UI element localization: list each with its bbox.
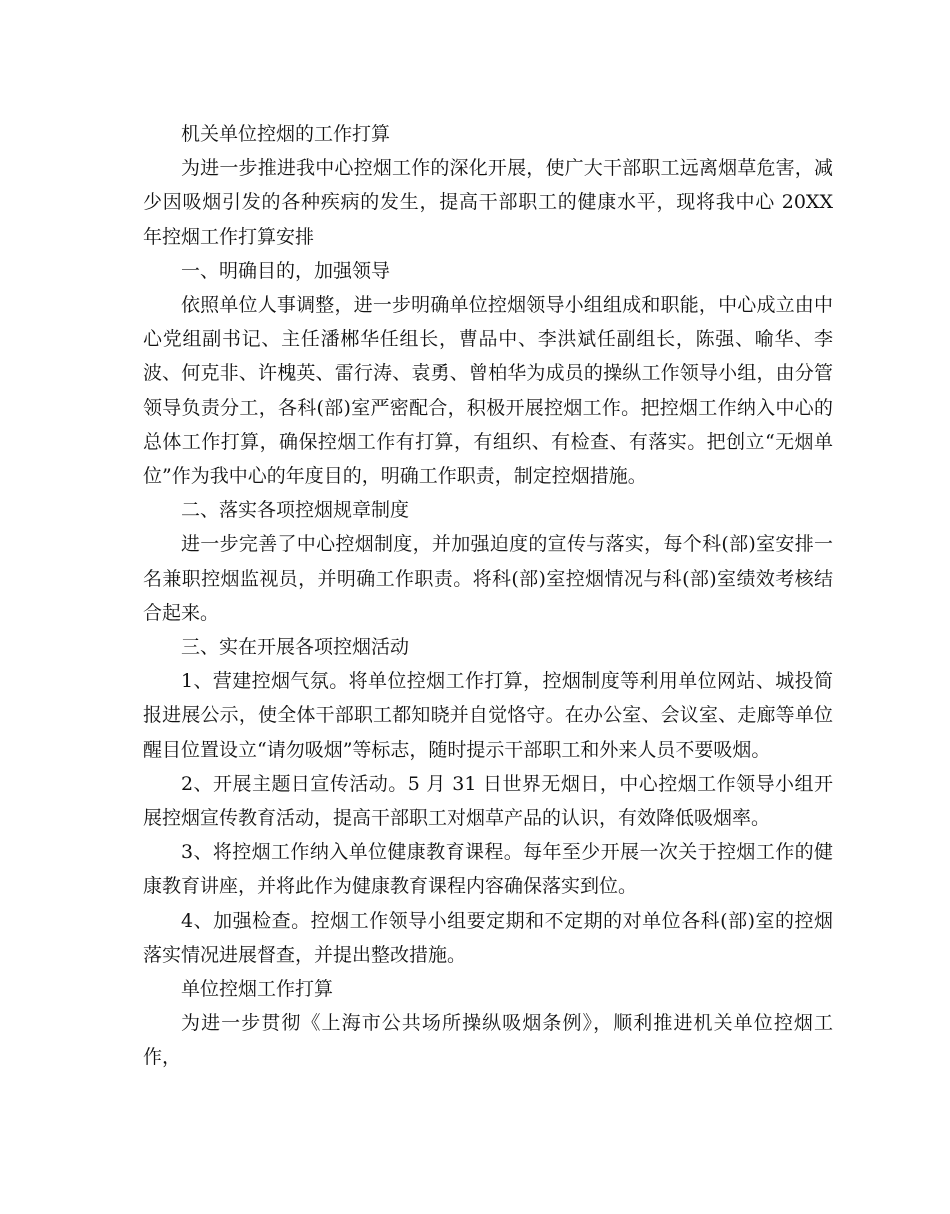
- section-2-paragraph: 进一步完善了中心控烟制度，并加强迫度的宣传与落实，每个科(部)室安排一名兼职控烟监视员，并明确工作职责。将科(部)室控烟情况与科(部)室绩效考核结合起来。: [143, 533, 833, 624]
- document-title: 机关单位控烟的工作打算: [181, 123, 391, 145]
- document-body: [143, 117, 833, 1075]
- section-1-paragraph: 依照单位人事调整，进一步明确单位控烟领导小组组成和职能，中心成立由中心党组副书记、主任潘郴华任组长，曹品中、李洪斌任副组长，陈强、喻华、李波、何克非、许槐英、雷行涛、袁勇、曾柏华为成员的操纵工作领导小组，由分管领导负责分工，各科(部)室严密配合，积极开展控烟工作。把控烟工作纳入中心的总体工作打算，确保控烟工作有打算，有组织、有检查、有落实。把创立“无烟单位”作为我中心的年度目的，明确工作职责，制定控烟措施。: [143, 294, 833, 488]
- section-heading-1: 一、明确目的，加强领导: [181, 259, 391, 282]
- second-document-title: 单位控烟工作打算: [181, 978, 334, 1001]
- section-heading-2: 二、落实各项控烟规章制度: [181, 499, 410, 522]
- second-intro-paragraph: 为进一步贯彻《上海市公共场所操纵吸烟条例》，顺利推进机关单位控烟工作，: [143, 1012, 833, 1069]
- section-heading-3: 三、实在开展各项控烟活动: [181, 636, 410, 659]
- list-item-1: 1、营建控烟气氛。将单位控烟工作打算，控烟制度等利用单位网站、城投简报进展公示，使全体干部职工都知晓并自觉恪守。在办公室、会议室、走廊等单位醒目位置设立“请勿吸烟”等标志，随时提示干部职工和外来人员不要吸烟。: [143, 670, 833, 761]
- intro-paragraph: 为进一步推进我中心控烟工作的深化开展，使广大干部职工远离烟草危害，减少因吸烟引发的各种疾病的发生，提高干部职工的健康水平，现将我中心 20XX 年控烟工作打算安排: [143, 157, 833, 248]
- list-item-4: 4、加强检查。控烟工作领导小组要定期和不定期的对单位各科(部)室的控烟落实情况进展督查，并提出整改措施。: [143, 909, 833, 966]
- list-item-2: 2、开展主题日宣传活动。5 月 31 日世界无烟日，中心控烟工作领导小组开展控烟宣传教育活动，提高干部职工对烟草产品的认识，有效降低吸烟率。: [143, 772, 833, 830]
- list-item-3: 3、将控烟工作纳入单位健康教育课程。每年至少开展一次关于控烟工作的健康教育讲座，并将此作为健康教育课程内容确保落实到位。: [143, 841, 833, 898]
